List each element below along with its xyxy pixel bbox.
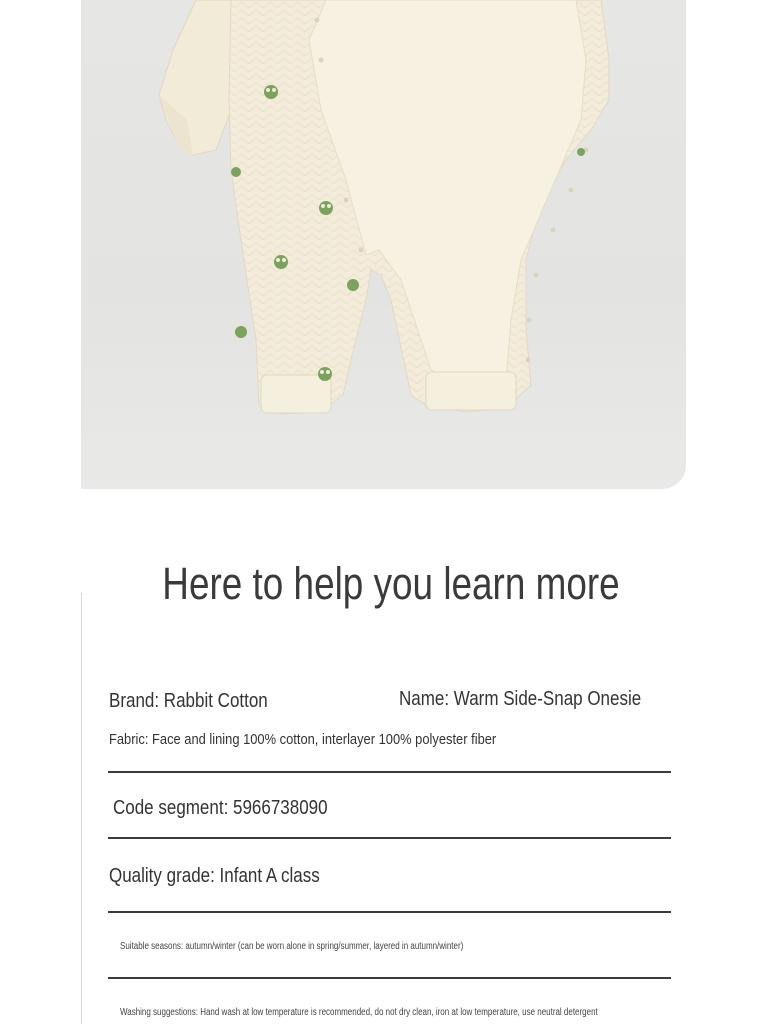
left-divider — [81, 593, 82, 1024]
fabric-text: Fabric: Face and lining 100% cotton, interlayer 100% polyester fiber — [109, 731, 497, 748]
sleeve — [159, 0, 241, 155]
product-photo — [81, 0, 686, 489]
divider — [108, 771, 671, 773]
divider — [108, 911, 671, 913]
leg-cuff-right — [426, 372, 516, 410]
leg-cuff-left — [261, 375, 331, 413]
code-segment-text: Code segment: 5966738090 — [113, 797, 328, 819]
product-name-text: Name: Warm Side-Snap Onesie — [399, 688, 642, 710]
washing-suggestions-text: Washing suggestions: Hand wash at low temperature is recommended, do not dry clean, iron at low temperature, use neutral detergent — [120, 1007, 598, 1018]
onesie-illustration — [81, 0, 686, 489]
divider — [108, 977, 671, 979]
section-heading: Here to help you learn more — [162, 558, 620, 609]
suitable-seasons-text: Suitable seasons: autumn/winter (can be worn alone in spring/summer, layered in autumn/winter) — [120, 941, 464, 952]
brand-text: Brand: Rabbit Cotton — [109, 690, 268, 712]
quality-grade-text: Quality grade: Infant A class — [109, 865, 320, 887]
divider — [108, 837, 671, 839]
